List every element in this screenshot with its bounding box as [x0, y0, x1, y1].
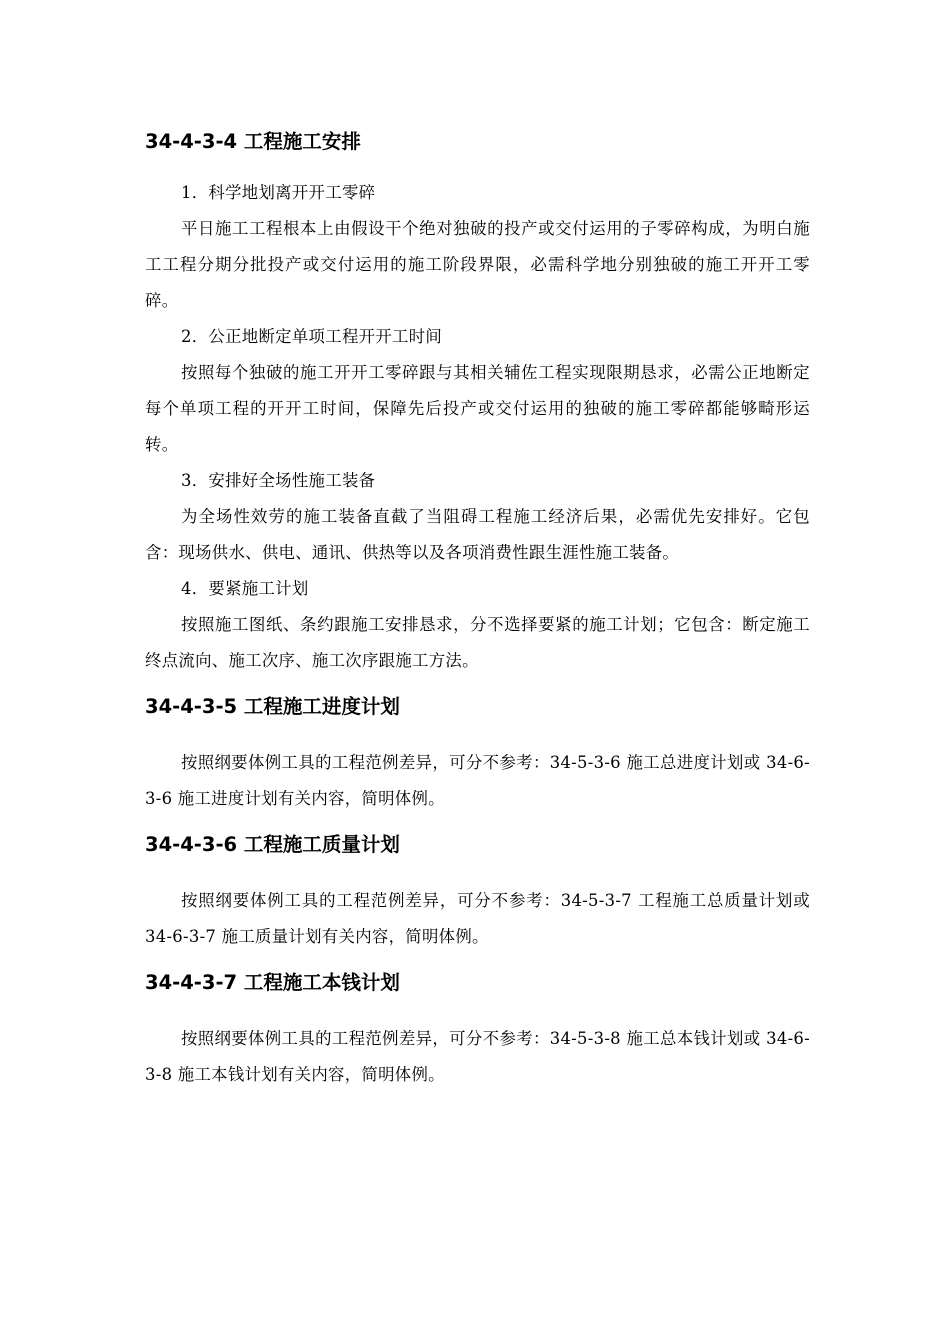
- list-item-heading: 2．公正地断定单项工程开开工时间: [181, 327, 443, 346]
- section-34-4-3-7: [145, 969, 810, 1093]
- body-paragraph: 按照纲要体例工具的工程范例差异，可分不参考：34-5-3-8 施工总本钱计划或 34-6-3-8 施工本钱计划有关内容，简明体例。: [145, 1029, 810, 1084]
- body-paragraph: 按照施工图纸、条约跟施工安排恳求，分不选择要紧的施工计划；它包含：断定施工终点流向、施工次序、施工次序跟施工方法。: [145, 615, 810, 670]
- section-heading: 34-4-3-6 工程施工质量计划: [145, 833, 400, 856]
- list-item-heading: 1．科学地划离开开工零碎: [181, 183, 376, 202]
- list-item-heading: 4．要紧施工计划: [181, 579, 309, 598]
- section-heading: 34-4-3-5 工程施工进度计划: [145, 695, 400, 718]
- body-paragraph: 按照每个独破的施工开开工零碎跟与其相关辅佐工程实现限期恳求，必需公正地断定每个单项工程的开开工时间，保障先后投产或交付运用的独破的施工零碎都能够畸形运转。: [145, 363, 810, 454]
- list-item-heading: 3．安排好全场性施工装备: [181, 471, 376, 490]
- body-paragraph: 平日施工工程根本上由假设干个绝对独破的投产或交付运用的子零碎构成，为明白施工工程分期分批投产或交付运用的施工阶段界限，必需科学地分别独破的施工开开工零碎。: [145, 219, 810, 310]
- section-heading: 34-4-3-7 工程施工本钱计划: [145, 971, 400, 994]
- body-paragraph: 为全场性效劳的施工装备直截了当阻碍工程施工经济后果，必需优先安排好。它包含：现场供水、供电、通讯、供热等以及各项消费性跟生涯性施工装备。: [145, 507, 810, 562]
- body-paragraph: 按照纲要体例工具的工程范例差异，可分不参考：34-5-3-6 施工总进度计划或 34-6-3-6 施工进度计划有关内容，简明体例。: [145, 753, 810, 808]
- section-34-4-3-6: [145, 831, 810, 955]
- body-paragraph: 按照纲要体例工具的工程范例差异，可分不参考：34-5-3-7 工程施工总质量计划或 34-6-3-7 施工质量计划有关内容，简明体例。: [145, 891, 810, 946]
- document-body: [145, 128, 810, 1093]
- section-heading: 34-4-3-4 工程施工安排: [145, 130, 361, 153]
- section-34-4-3-4: [145, 128, 810, 679]
- section-34-4-3-5: [145, 693, 810, 817]
